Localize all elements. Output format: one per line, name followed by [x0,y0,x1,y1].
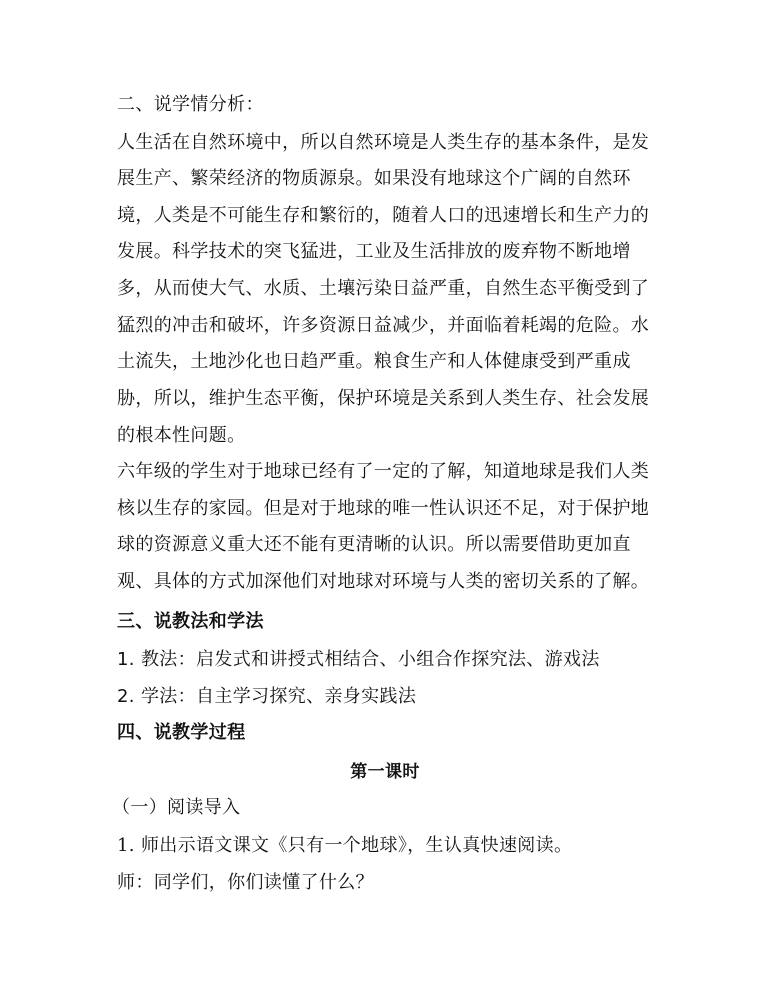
paragraph-line: 多，从而使大气、水质、土壤污染日益严重，自然生态平衡受到了 [117,278,650,299]
paragraph-line: 境，人类是不可能生存和繁衍的，随着人口的迅速增长和生产力的 [117,205,650,226]
paragraph-line: 胁，所以，维护生态平衡，保护环境是关系到人类生存、社会发展 [117,388,650,409]
paragraph-line: 发展。科学技术的突飞猛进，工业及生活排放的废弃物不断地增 [117,241,631,262]
paragraph-line: 猛烈的冲击和破坏，许多资源日益减少，并面临着耗竭的危险。水 [117,315,650,336]
paragraph-line: 的根本性问题。 [117,425,246,446]
paragraph-line: 展生产、繁荣经济的物质源泉。如果没有地球这个广阔的自然环 [117,168,631,189]
section-2-heading: 二、说学情分析： [117,94,264,115]
paragraph-line: 核以生存的家园。但是对于地球的唯一性认识还不足，对于保护地 [117,498,650,519]
section-4-heading: 四、说教学过程 [117,722,246,743]
step-line: 1. 师出示语文课文《只有一个地球》，生认真快速阅读。 [117,835,573,856]
paragraph-line: 土流失，土地沙化也日趋严重。粮食生产和人体健康受到严重成 [117,351,631,372]
paragraph-line: 球的资源意义重大还不能有更清晰的认识。所以需要借助更加直 [117,534,631,555]
dialog-line: 师：同学们，你们读懂了什么？ [117,872,374,893]
subsection-heading: （一）阅读导入 [112,797,241,818]
paragraph-line: 人生活在自然环境中，所以自然环境是人类生存的基本条件，是发 [117,132,650,153]
paragraph-line: 观、具体的方式加深他们对地球对环境与人类的密切关系的了解。 [117,571,650,592]
learning-method-item: 2. 学法：自主学习探究、亲身实践法 [117,686,417,707]
section-3-heading: 三、说教法和学法 [117,611,264,632]
paragraph-line: 六年级的学生对于地球已经有了一定的了解，知道地球是我们人类 [117,461,650,482]
lesson-title: 第一课时 [350,762,420,782]
teaching-method-item: 1. 教法：启发式和讲授式相结合、小组合作探究法、游戏法 [117,649,600,670]
